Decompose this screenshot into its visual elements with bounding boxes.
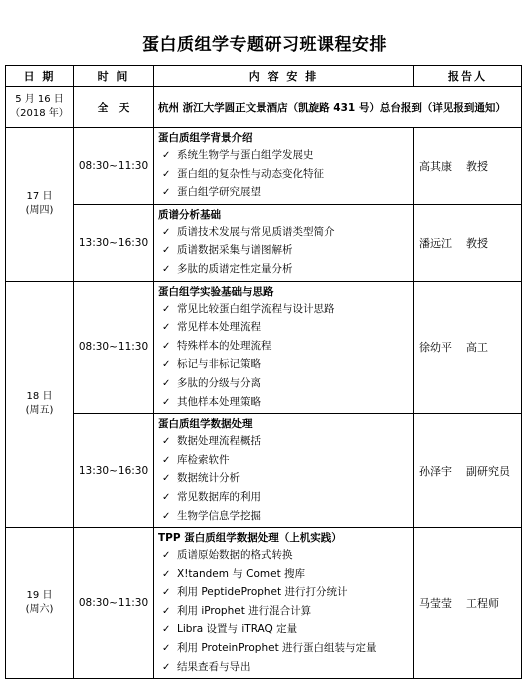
- reporter-title: 副研究员: [466, 464, 510, 478]
- item-text: 数据处理流程概括: [177, 435, 261, 448]
- date-day: 18 日: [26, 391, 53, 403]
- reporter-name: 潘远江: [419, 236, 452, 250]
- check-icon: ✓: [162, 550, 171, 562]
- check-icon: ✓: [162, 473, 171, 485]
- reporter-cell: [414, 204, 522, 281]
- time-cell: 08:30~11:30: [74, 281, 154, 414]
- section-title: 蛋白组学实验基础与思路: [158, 285, 274, 298]
- time-cell: 全 天: [74, 87, 154, 128]
- item-text: 结果查看与导出: [177, 660, 251, 673]
- list-item: [158, 507, 409, 526]
- list-item: [158, 223, 409, 242]
- item-text: 质谱技术发展与常见质谱类型简介: [177, 225, 335, 238]
- item-text: 利用 iProphet 进行混合计算: [177, 604, 312, 617]
- list-item: [158, 165, 409, 184]
- time-cell: 13:30~16:30: [74, 414, 154, 528]
- section-title: 蛋白质组学数据处理: [158, 418, 253, 431]
- list-item: [158, 183, 409, 202]
- reporter-title: 工程师: [466, 597, 499, 611]
- list-item: [158, 469, 409, 488]
- session-row: [6, 128, 522, 205]
- header-time: 时 间: [74, 66, 154, 87]
- date-cell: [6, 128, 74, 282]
- date-weekday: (周四): [25, 205, 54, 217]
- registration-row: [6, 87, 522, 128]
- item-text: 特殊样本的处理流程: [177, 339, 272, 352]
- session-row: [6, 528, 522, 679]
- reporter-cell: [414, 281, 522, 414]
- check-icon: ✓: [162, 377, 171, 389]
- item-text: Libra 设置与 iTRAQ 定量: [177, 623, 298, 636]
- list-item: [158, 432, 409, 451]
- check-icon: ✓: [162, 303, 171, 315]
- item-text: 多肽的分级与分离: [177, 376, 261, 389]
- check-icon: ✓: [162, 226, 171, 238]
- check-icon: ✓: [162, 187, 171, 199]
- header-row: [6, 66, 522, 87]
- check-icon: ✓: [162, 340, 171, 352]
- item-text: 利用 PeptideProphet 进行打分统计: [177, 586, 348, 599]
- item-text: 数据统计分析: [177, 472, 240, 485]
- item-text: 质谱数据采集与谱图解析: [177, 244, 293, 257]
- reporter-name: 马莹莹: [419, 597, 452, 611]
- check-icon: ✓: [162, 322, 171, 334]
- item-text: 系统生物学与蛋白组学发展史: [177, 149, 314, 161]
- item-text: 蛋白组的复杂性与动态变化特征: [177, 167, 324, 180]
- content-cell: [154, 281, 414, 414]
- reporter-name: 孙泽宇: [419, 464, 452, 478]
- list-item: [158, 488, 409, 507]
- date-cell: [6, 87, 74, 128]
- check-icon: ✓: [162, 661, 171, 673]
- page-title: 蛋白质组学专题研习班课程安排: [142, 35, 387, 55]
- check-icon: ✓: [162, 436, 171, 448]
- check-icon: ✓: [162, 150, 171, 161]
- reporter-cell: [414, 414, 522, 528]
- list-item: [158, 658, 409, 677]
- reporter-cell: [414, 528, 522, 679]
- check-icon: ✓: [162, 454, 171, 466]
- date-day: 17 日: [26, 191, 53, 203]
- reporter-title: 教授: [466, 236, 488, 250]
- list-item: [158, 565, 409, 584]
- item-text: X!tandem 与 Comet 搜库: [177, 567, 306, 580]
- list-item: [158, 583, 409, 602]
- reporter-title: 高工: [466, 341, 488, 355]
- item-text: 利用 ProteinProphet 进行蛋白组装与定量: [177, 642, 377, 655]
- item-text: 质谱原始数据的格式转换: [177, 549, 293, 562]
- list-item: [158, 374, 409, 393]
- item-text: 其他样本处理策略: [177, 395, 261, 408]
- list-item: [158, 355, 409, 374]
- header-reporter: 报告人: [414, 66, 522, 87]
- check-icon: ✓: [162, 587, 171, 599]
- list-item: [158, 337, 409, 356]
- content-cell: [154, 128, 414, 205]
- section-title: 质谱分析基础: [158, 208, 221, 221]
- item-text: 常见样本处理流程: [177, 321, 261, 334]
- reporter-cell: [414, 128, 522, 205]
- item-text: 常见比较蛋白组学流程与设计思路: [177, 302, 335, 315]
- list-item: [158, 451, 409, 470]
- session-row: [6, 204, 522, 281]
- date-day: 19 日: [26, 590, 53, 602]
- time-cell: 13:30~16:30: [74, 204, 154, 281]
- list-item: [158, 318, 409, 337]
- list-item: [158, 393, 409, 412]
- item-text: 多肽的质谱定性定量分析: [177, 262, 293, 275]
- list-item: [158, 602, 409, 621]
- check-icon: ✓: [162, 643, 171, 655]
- list-item: [158, 300, 409, 319]
- reporter-title: 教授: [466, 159, 488, 173]
- check-icon: ✓: [162, 245, 171, 257]
- section-title: TPP 蛋白质组学数据处理（上机实践）: [158, 532, 342, 545]
- list-item: [158, 546, 409, 565]
- item-text: 生物学信息学挖掘: [177, 509, 261, 522]
- time-cell: 08:30~11:30: [74, 528, 154, 679]
- time-cell: 08:30~11:30: [74, 128, 154, 205]
- date-cell: [6, 528, 74, 679]
- session-row: [6, 414, 522, 528]
- list-item: [158, 260, 409, 279]
- check-icon: ✓: [162, 568, 171, 580]
- section-title: 蛋白质组学背景介绍: [158, 132, 253, 144]
- header-content: 内 容 安 排: [154, 66, 414, 87]
- list-item: [158, 620, 409, 639]
- item-text: 库检索软件: [177, 453, 230, 466]
- date-year: （2018 年）: [10, 108, 69, 119]
- item-text: 常见数据库的利用: [177, 490, 261, 503]
- content-cell: [154, 528, 414, 679]
- item-text: 蛋白组学研究展望: [177, 186, 261, 199]
- content-cell: [154, 204, 414, 281]
- schedule-table: [5, 65, 522, 679]
- check-icon: ✓: [162, 263, 171, 275]
- content-cell: [154, 414, 414, 528]
- date-line: 5 月 16 日: [15, 94, 64, 105]
- list-item: [158, 639, 409, 658]
- check-icon: ✓: [162, 510, 171, 522]
- check-icon: ✓: [162, 396, 171, 408]
- session-row: [6, 281, 522, 414]
- item-text: 标记与非标记策略: [177, 358, 261, 371]
- check-icon: ✓: [162, 605, 171, 617]
- list-item: [158, 146, 409, 165]
- reporter-name: 徐幼平: [419, 341, 452, 355]
- check-icon: ✓: [162, 491, 171, 503]
- date-weekday: (周五): [25, 405, 54, 417]
- header-date: 日 期: [6, 66, 74, 87]
- reporter-name: 高其康: [419, 159, 452, 173]
- date-cell: [6, 281, 74, 528]
- check-icon: ✓: [162, 624, 171, 636]
- date-weekday: (周六): [25, 604, 54, 616]
- check-icon: ✓: [162, 168, 171, 180]
- registration-text: 杭州 浙江大学圆正文景酒店（凯旋路 431 号）总台报到（详见报到通知）: [154, 87, 522, 128]
- check-icon: ✓: [162, 359, 171, 371]
- list-item: [158, 241, 409, 260]
